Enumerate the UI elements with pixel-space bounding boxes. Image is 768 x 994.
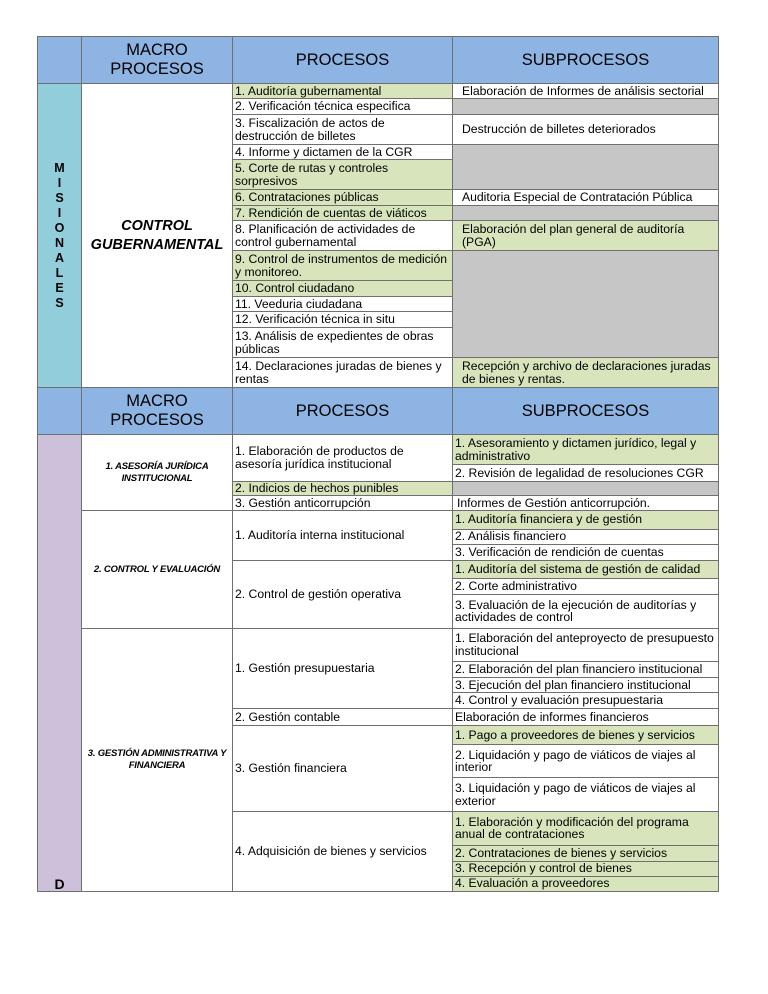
header-corner	[38, 37, 82, 84]
subproceso-empty	[453, 251, 719, 358]
subproceso-cell: 3. Liquidación y pago de viáticos de viajes al exterior	[453, 778, 719, 812]
proceso-cell: 11. Veeduria ciudadana	[233, 297, 453, 312]
subproceso-cell: 2. Contrataciones de bienes y servicios	[453, 845, 719, 861]
header-row-2	[38, 388, 719, 435]
header-corner	[38, 388, 82, 435]
proceso-cell: 2. Verificación técnica especifica	[233, 99, 453, 115]
proceso-cell: 9. Control de instrumentos de medición y monitoreo.	[233, 251, 453, 281]
proceso-cell: 1. Elaboración de productos de asesoría jurídica institucional	[233, 435, 453, 482]
header-subprocesos: SUBPROCESOS	[453, 388, 719, 435]
subproceso-cell: 2. Revisión de legalidad de resoluciones CGR	[453, 465, 719, 482]
subproceso-cell: 3. Verificación de rendición de cuentas	[453, 544, 719, 560]
subproceso-cell: Elaboración del plan general de auditoría (PGA)	[453, 221, 719, 251]
subproceso-cell: 3. Evaluación de la ejecución de auditorías y actividades de control	[453, 595, 719, 629]
header-macro: MACRO PROCESOS	[82, 388, 233, 435]
proceso-cell: 8. Planificación de actividades de control gubernamental	[233, 221, 453, 251]
subproceso-cell: 2. Elaboración del plan financiero institucional	[453, 662, 719, 678]
subproceso-cell: 2. Corte administrativo	[453, 579, 719, 595]
subproceso-cell: Auditoria Especial de Contratación Pública	[453, 190, 719, 206]
header-row-1	[38, 37, 719, 84]
proceso-cell: 1. Auditoría interna institucional	[233, 511, 453, 561]
macro-control-gubernamental: CONTROL GUBERNAMENTAL	[82, 84, 233, 388]
vertical-letters: M I S I O N A L E S	[54, 160, 65, 310]
subproceso-cell: Informes de Gestión anticorrupción.	[453, 496, 719, 511]
proceso-cell: 4. Adquisición de bienes y servicios	[233, 811, 453, 891]
proceso-cell: 3. Gestión financiera	[233, 726, 453, 812]
subproceso-cell: Elaboración de Informes de análisis sectorial	[453, 84, 719, 99]
header-procesos: PROCESOS	[233, 37, 453, 84]
subproceso-empty	[453, 482, 719, 496]
proceso-cell: 13. Análisis de expedientes de obras públicas	[233, 328, 453, 358]
subproceso-cell: 2. Liquidación y pago de viáticos de viajes al interior	[453, 744, 719, 778]
subproceso-empty	[453, 206, 719, 221]
proceso-cell: 2. Gestión contable	[233, 709, 453, 726]
proceso-cell: 14. Declaraciones juradas de bienes y rentas	[233, 358, 453, 388]
subproceso-cell: 4. Evaluación a proveedores	[453, 876, 719, 891]
subproceso-cell: 1. Elaboración del anteproyecto de presupuesto institucional	[453, 628, 719, 662]
subproceso-empty	[453, 99, 719, 115]
subproceso-cell: Elaboración de informes financieros	[453, 709, 719, 726]
proceso-cell: 10. Control ciudadano	[233, 281, 453, 297]
proceso-cell: 2. Indicios de hechos punibles	[233, 482, 453, 496]
misionales-label	[38, 84, 82, 388]
macro-control-evaluacion: 2. CONTROL Y EVALUACIÓN	[82, 511, 233, 629]
proceso-cell: 2. Control de gestión operativa	[233, 560, 453, 628]
subproceso-cell: Destrucción de billetes deteriorados	[453, 115, 719, 145]
subproceso-cell: 1. Auditoría del sistema de gestión de calidad	[453, 560, 719, 579]
subproceso-cell: 1. Elaboración y modificación del programa anual de contrataciones	[453, 811, 719, 845]
proceso-cell: 7. Rendición de cuentas de viáticos	[233, 206, 453, 221]
proceso-cell: 1. Auditoría gubernamental	[233, 84, 453, 99]
proceso-cell: 3. Gestión anticorrupción	[233, 496, 453, 511]
subproceso-cell: 3. Recepción y control de bienes	[453, 861, 719, 876]
proceso-cell: 6. Contrataciones públicas	[233, 190, 453, 206]
d-label: D	[38, 435, 82, 892]
proceso-cell: 1. Gestión presupuestaria	[233, 628, 453, 709]
header-macro: MACRO PROCESOS	[82, 37, 233, 84]
proceso-cell: 3. Fiscalización de actos de destrucción de billetes	[233, 115, 453, 145]
subproceso-empty	[453, 145, 719, 190]
macro-asesoria-juridica: 1. ASESORÍA JURÍDICA INSTITUCIONAL	[82, 435, 233, 511]
proceso-cell: 5. Corte de rutas y controles sorpresivos	[233, 160, 453, 190]
subproceso-cell: 1. Auditoría financiera y de gestión	[453, 511, 719, 530]
header-subprocesos: SUBPROCESOS	[453, 37, 719, 84]
proceso-cell: 4. Informe y dictamen de la CGR	[233, 145, 453, 160]
subproceso-cell: Recepción y archivo de declaraciones juradas de bienes y rentas.	[453, 358, 719, 388]
subproceso-cell: 1. Asesoramiento y dictamen jurídico, legal y administrativo	[453, 435, 719, 465]
macro-gestion-administrativa: 3. GESTIÓN ADMINISTRATIVA Y FINANCIERA	[82, 628, 233, 891]
subproceso-cell: 1. Pago a proveedores de bienes y servicios	[453, 726, 719, 745]
subproceso-cell: 2. Análisis financiero	[453, 529, 719, 544]
header-procesos: PROCESOS	[233, 388, 453, 435]
process-map-table	[37, 36, 719, 892]
subproceso-cell: 4. Control y evaluación presupuestaria	[453, 693, 719, 709]
proceso-cell: 12. Verificación técnica in situ	[233, 312, 453, 328]
subproceso-cell: 3. Ejecución del plan financiero institucional	[453, 678, 719, 693]
